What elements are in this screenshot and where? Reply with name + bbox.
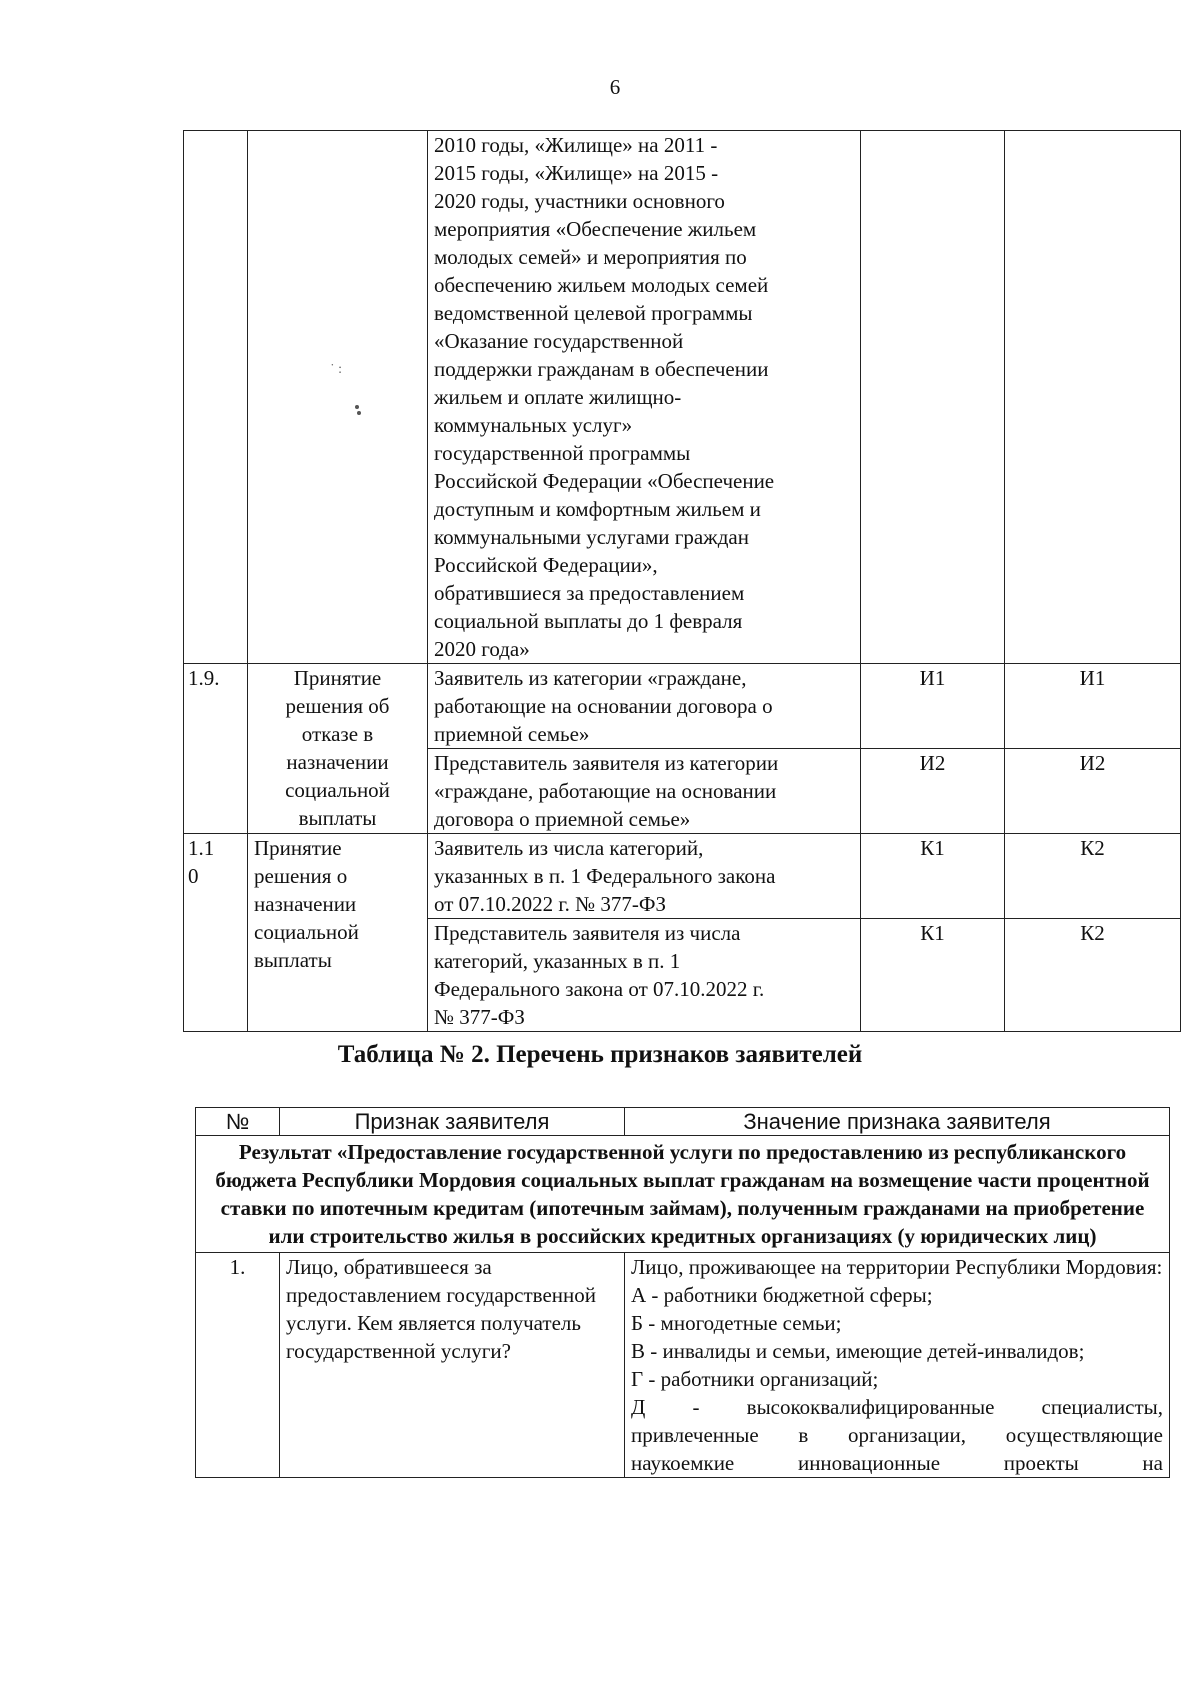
column-header-value: Значение признака заявителя	[625, 1108, 1170, 1136]
code-cell: И2	[1005, 749, 1181, 834]
applicants-table	[183, 130, 1181, 1032]
code-cell: К2	[1005, 834, 1181, 919]
category-description: 2010 годы, «Жилище» на 2011 - 2015 годы, «Жилище» на 2015 - 2020 годы, участники основного мероприятия «Обеспечение жильем молодых семей» и мероприятия по обеспечению жильем молодых семей ведомственной целевой программы «Оказание государственной поддержки гражданам в обеспечении жильем и оплате жилищно- коммунальных услуг» государственной программы Российской Федерации «Обеспечение доступным и комфортным жильем и коммунальными услугами граждан Российской Федерации», обратившиеся за предоставлением социальной выплаты до 1 февраля 2020 года»	[428, 131, 861, 664]
category-description: Заявитель из числа категорий, указанных в п. 1 Федерального закона от 07.10.2022 г. № 377-ФЗ	[428, 834, 861, 919]
table-row	[184, 664, 1181, 749]
row-number: 1.1 0	[184, 834, 248, 1032]
row-number: 1.	[196, 1253, 280, 1478]
category-description: Заявитель из категории «граждане, работающие на основании договора о приемной семье»	[428, 664, 861, 749]
table-row	[184, 131, 1181, 664]
code-cell: И1	[1005, 664, 1181, 749]
list-item: Б - многодетные семьи;	[631, 1311, 842, 1335]
row-number: 1.9.	[184, 664, 248, 834]
list-item: Г - работники организаций;	[631, 1367, 879, 1391]
table-row	[184, 834, 1181, 919]
feature-question: Лицо, обратившееся за предоставлением государственной услуги. Кем является получатель государственной услуги?	[280, 1253, 625, 1478]
page-number: 6	[609, 75, 621, 99]
scan-speck: ˙ :	[330, 362, 343, 377]
list-item: В - инвалиды и семьи, имеющие детей-инвалидов;	[631, 1339, 1085, 1363]
code-cell: К2	[1005, 919, 1181, 1032]
table-row	[196, 1136, 1170, 1253]
list-item: Лицо, проживающее на территории Республики Мордовия:	[631, 1255, 1163, 1279]
list-item: Д - высококвалифицированные специалисты, привлеченные в организации, осуществляющие наукоемкие инновационные проекты на	[631, 1395, 1163, 1475]
result-heading: Результат «Предоставление государственной услуги по предоставлению из республиканского бюджета Республики Мордовия социальных выплат гражданам на возмещение части процентной ставки по ипотечным кредитам (ипотечным займам), полученным гражданами на приобретение или строительство жилья в российских кредитных организациях (у юридических лиц)	[196, 1136, 1170, 1253]
category-description: Представитель заявителя из числа категорий, указанных в п. 1 Федерального закона от 07.10.2022 г. № 377-ФЗ	[428, 919, 861, 1032]
code-cell: К1	[861, 834, 1005, 919]
list-item: А - работники бюджетной сферы;	[631, 1283, 933, 1307]
feature-values	[625, 1253, 1170, 1478]
category-description: Представитель заявителя из категории «граждане, работающие на основании договора о приемной семье»	[428, 749, 861, 834]
table-caption: Таблица № 2. Перечень признаков заявителей	[337, 1041, 863, 1068]
code-cell: И2	[861, 749, 1005, 834]
applicant-features-table	[195, 1107, 1170, 1478]
procedure-name: Принятие решения об отказе в назначении социальной выплаты	[248, 664, 428, 834]
table-header-row	[196, 1108, 1170, 1136]
procedure-name: Принятие решения о назначении социальной выплаты	[248, 834, 428, 1032]
column-header-feature: Признак заявителя	[280, 1108, 625, 1136]
column-header-number: №	[196, 1108, 280, 1136]
code-cell: К1	[861, 919, 1005, 1032]
table-row	[196, 1253, 1170, 1478]
code-cell: И1	[861, 664, 1005, 749]
